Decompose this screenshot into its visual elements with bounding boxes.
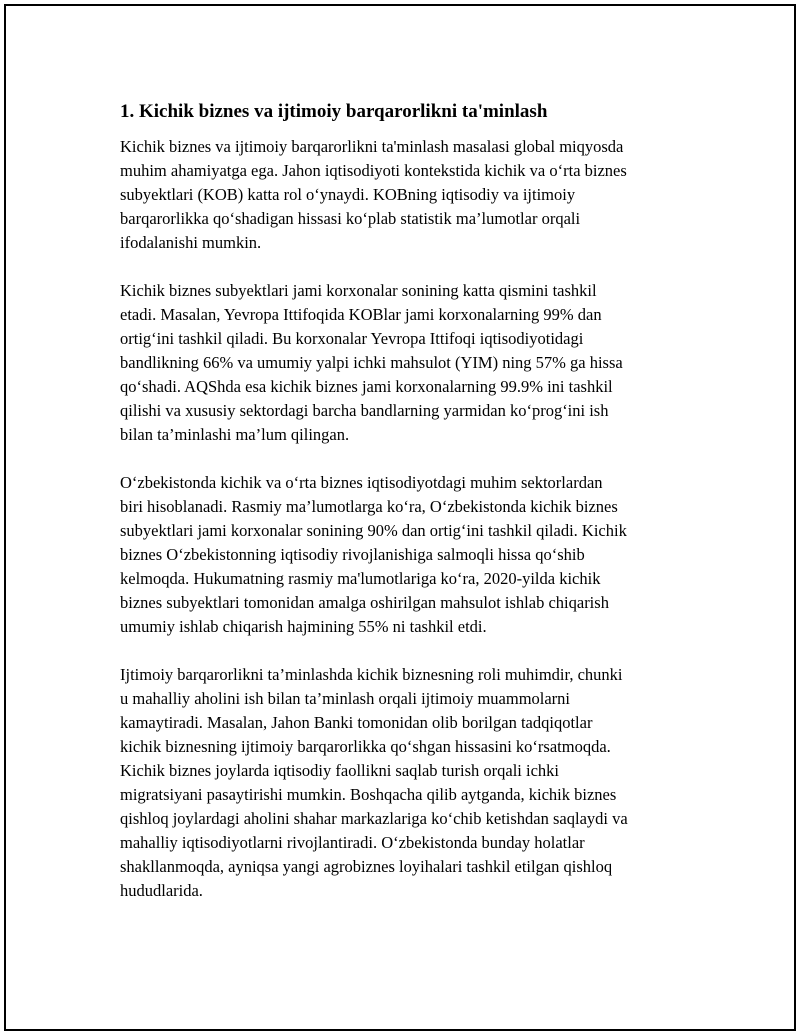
text-line: mahalliy iqtisodiyotlarni rivojlantiradi. O‘zbekistonda bunday holatlar — [120, 833, 585, 852]
text-line: biznes subyektlari tomonidan amalga oshirilgan mahsulot ishlab chiqarish — [120, 593, 609, 612]
text-line: migratsiyani pasaytirishi mumkin. Boshqacha qilib aytganda, kichik biznes — [120, 785, 617, 804]
text-line: biznes O‘zbekistonning iqtisodiy rivojlanishiga salmoqli hissa qo‘shib — [120, 545, 585, 564]
document-body — [120, 99, 695, 927]
text-line: ortig‘ini tashkil qiladi. Bu korxonalar Yevropa Ittifoqi iqtisodiyotidagi — [120, 329, 584, 348]
text-line: kelmoqda. Hukumatning rasmiy ma'lumotlariga ko‘ra, 2020-yilda kichik — [120, 569, 601, 588]
paragraph-1 — [120, 135, 695, 255]
text-line: bilan ta’minlashi ma’lum qilingan. — [120, 425, 350, 444]
text-line: qo‘shadi. AQShda esa kichik biznes jami korxonalarning 99.9% ini tashkil — [120, 377, 613, 396]
text-line: subyektlari (KOB) katta rol o‘ynaydi. KOBning iqtisodiy va ijtimoiy — [120, 185, 576, 204]
text-line: biri hisoblanadi. Rasmiy ma’lumotlarga ko‘ra, O‘zbekistonda kichik biznes — [120, 497, 618, 516]
section-heading: 1. Kichik biznes va ijtimoiy barqarorlikni ta'minlash — [120, 101, 548, 122]
paragraph-4 — [120, 663, 695, 903]
text-line: u mahalliy aholini ish bilan ta’minlash orqali ijtimoiy muammolarni — [120, 689, 571, 708]
paragraph-2 — [120, 279, 695, 447]
paragraph-3 — [120, 471, 695, 639]
text-line: barqarorlikka qo‘shadigan hissasi ko‘plab statistik ma’lumotlar orqali — [120, 209, 581, 228]
text-line: Kichik biznes subyektlari jami korxonalar sonining katta qismini tashkil — [120, 281, 597, 300]
text-line: kichik biznesning ijtimoiy barqarorlikka qo‘shgan hissasini ko‘rsatmoqda. — [120, 737, 611, 756]
text-line: etadi. Masalan, Yevropa Ittifoqida KOBlar jami korxonalarning 99% dan — [120, 305, 602, 324]
text-line: muhim ahamiyatga ega. Jahon iqtisodiyoti kontekstida kichik va o‘rta biznes — [120, 161, 627, 180]
text-line: umumiy ishlab chiqarish hajmining 55% ni tashkil etdi. — [120, 617, 487, 636]
page-frame — [4, 4, 796, 1031]
text-line: qilishi va xususiy sektordagi barcha bandlarning yarmidan ko‘prog‘ini ish — [120, 401, 609, 420]
text-line: shakllanmoqda, ayniqsa yangi agrobiznes loyihalari tashkil etilgan qishloq — [120, 857, 613, 876]
text-line: bandlikning 66% va umumiy yalpi ichki mahsulot (YIM) ning 57% ga hissa — [120, 353, 623, 372]
text-line: O‘zbekistonda kichik va o‘rta biznes iqtisodiyotdagi muhim sektorlardan — [120, 473, 603, 492]
text-line: Ijtimoiy barqarorlikni ta’minlashda kichik biznesning roli muhimdir, chunki — [120, 665, 623, 684]
text-line: subyektlari jami korxonalar sonining 90% dan ortig‘ini tashkil qiladi. Kichik — [120, 521, 627, 540]
text-line: hududlarida. — [120, 881, 203, 900]
text-line: Kichik biznes joylarda iqtisodiy faollikni saqlab turish orqali ichki — [120, 761, 559, 780]
text-line: Kichik biznes va ijtimoiy barqarorlikni ta'minlash masalasi global miqyosda — [120, 137, 624, 156]
text-line: kamaytiradi. Masalan, Jahon Banki tomonidan olib borilgan tadqiqotlar — [120, 713, 593, 732]
text-line: qishloq joylardagi aholini shahar markazlariga ko‘chib ketishdan saqlaydi va — [120, 809, 628, 828]
text-line: ifodalanishi mumkin. — [120, 233, 262, 252]
